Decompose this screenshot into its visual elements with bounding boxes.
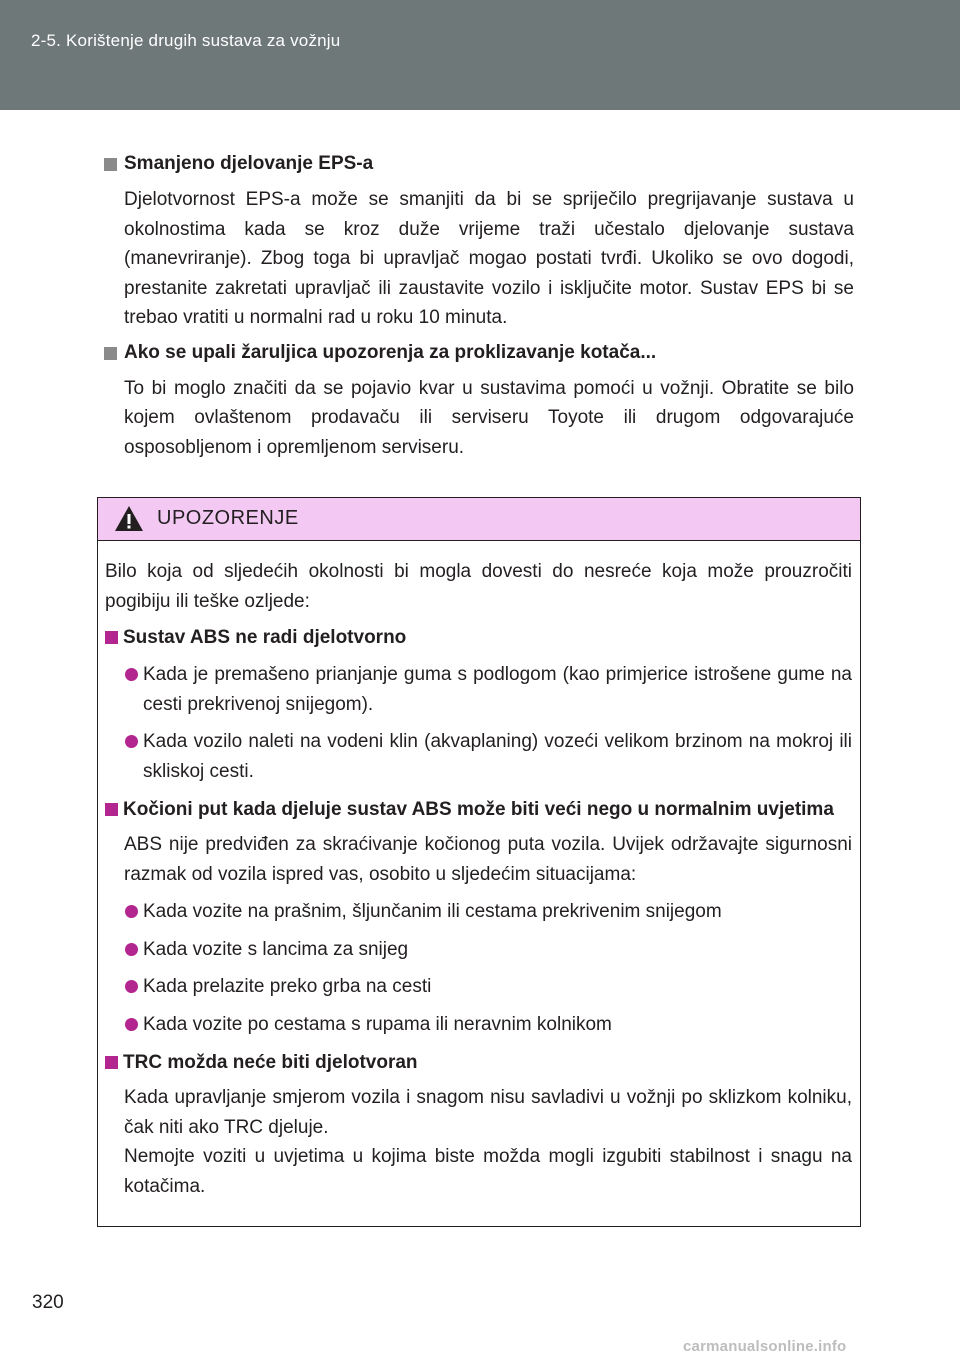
bullet-item: Kada vozite s lancima za snijeg [105,935,852,965]
circle-bullet-icon [125,943,138,956]
section-body-eps: Djelotvornost EPS-a može se smanjiti da bi se spriječilo pregrijavanje sustava u okolnostima kada se kroz duže vrijeme traži učestalo djelovanje sustava (manevriranje). Zbog toga bi upravljač mogao postati tvrđi. Ukoliko se ovo dogodi, prestanite zakretati upravljač ili zaustavite vozilo i isključite motor. Sustav EPS bi se trebao vratiti u normalni rad u roku 10 minuta. [124,189,854,328]
bullet-item: Kada vozite po cestama s rupama ili neravnim kolnikom [105,1010,852,1040]
circle-bullet-icon [125,1018,138,1031]
warning-body-braking: ABS nije predviđen za skraćivanje kočionog puta vozila. Uvijek održavajte sigurnosni razmak od vozila ispred vas, osobito u sljedećim situacijama: [124,834,852,885]
page-header [0,0,960,110]
section-heading-slip-light: Ako se upali žaruljica upozorenja za proklizavanje kotača... [104,339,854,367]
warning-header [98,498,860,541]
bullet-item: Kada je premašeno prianjanje guma s podlogom (kao primjerice istrošene gume na cesti prekrivenoj snijegom). [105,660,852,719]
circle-bullet-icon [125,905,138,918]
warning-heading-abs: Sustav ABS ne radi djelotvorno [105,624,852,652]
warning-heading-trc: TRC možda neće biti djelotvoran [105,1049,852,1077]
square-bullet-icon [104,158,117,171]
square-bullet-icon [105,631,118,644]
circle-bullet-icon [125,735,138,748]
bullet-item: Kada prelazite preko grba na cesti [105,972,852,1002]
page-number: 320 [32,1292,64,1313]
warning-title: UPOZORENJE [157,507,299,529]
warning-body-trc: Kada upravljanje smjerom vozila i snagom nisu savladivi u vožnji po sklizkom kolniku, čak niti ako TRC djeluje. [124,1087,852,1138]
bullet-item: Kada vozilo naleti na vodeni klin (akvaplaning) vozeći velikom brzinom na mokroj ili skliskoj cesti. [105,727,852,786]
warning-box [97,497,861,1227]
section-body-slip-light: To bi moglo značiti da se pojavio kvar u sustavima pomoći u vožnji. Obratite se bilo kojem ovlaštenom prodavaču ili serviseru Toyote ili drugom odgovarajuće osposobljenom i opremljenom serviseru. [124,377,854,458]
warning-content [98,541,860,1201]
warning-heading-braking: Kočioni put kada djeluje sustav ABS može biti veći nego u normalnim uvjetima [105,796,852,824]
square-bullet-icon [105,1056,118,1069]
intro-content [104,150,854,468]
section-heading-eps: Smanjeno djelovanje EPS-a [104,150,854,178]
warning-triangle-icon [114,505,144,532]
circle-bullet-icon [125,980,138,993]
bullet-item: Kada vozite na prašnim, šljunčanim ili cestama prekrivenim snijegom [105,897,852,927]
square-bullet-icon [104,347,117,360]
square-bullet-icon [105,803,118,816]
warning-intro: Bilo koja od sljedećih okolnosti bi mogla dovesti do nesreće koja može prouzročiti pogibiju ili teške ozljede: [105,561,852,612]
section-title: 2-5. Korištenje drugih sustava za vožnju [31,31,341,50]
warning-body-trc-2: Nemojte voziti u uvjetima u kojima biste možda mogli izgubiti stabilnost i snagu na kotačima. [124,1146,852,1197]
watermark: carmanualsonline.info [683,1338,847,1355]
circle-bullet-icon [125,668,138,681]
